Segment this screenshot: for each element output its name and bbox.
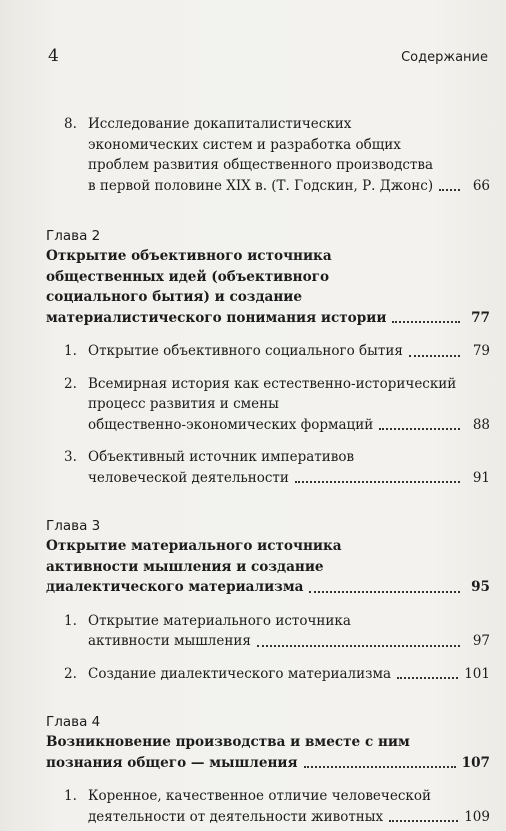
entry-line: проблем развития общественного производства bbox=[88, 157, 434, 173]
page-ref: 88 bbox=[472, 416, 490, 433]
table-of-contents bbox=[46, 114, 490, 827]
entry-line: Объективный источник императивов bbox=[88, 449, 355, 465]
title-line: диалектического материализма bbox=[46, 579, 304, 595]
toc-entry[interactable] bbox=[64, 786, 490, 827]
title-line: общественных идей (объективного bbox=[46, 268, 330, 285]
page-ref: 66 bbox=[472, 177, 490, 194]
page-ref: 107 bbox=[461, 754, 490, 771]
chapter-label: Глава 4 bbox=[46, 714, 101, 730]
toc-entry[interactable] bbox=[64, 341, 490, 362]
page-ref: 77 bbox=[471, 309, 490, 326]
dot-leader bbox=[295, 481, 460, 483]
chapter-label: Глава 3 bbox=[46, 518, 101, 534]
toc-entry[interactable] bbox=[64, 664, 490, 685]
toc-entry[interactable] bbox=[64, 611, 490, 652]
entry-line: человеческой деятельности bbox=[88, 469, 289, 486]
running-title: Содержание bbox=[401, 50, 488, 65]
dot-leader bbox=[389, 820, 458, 822]
chapter-title[interactable] bbox=[46, 536, 490, 598]
page-ref: 97 bbox=[472, 633, 490, 649]
dot-leader bbox=[392, 321, 460, 323]
chapter-label: Глава 2 bbox=[46, 228, 101, 244]
title-line: Открытие объективного источника bbox=[46, 248, 332, 264]
dot-leader bbox=[309, 591, 460, 593]
entry-number: 2. bbox=[64, 665, 77, 682]
entry-number: 1. bbox=[64, 612, 77, 629]
entry-line: деятельности от деятельности животных bbox=[88, 808, 384, 825]
toc-entry[interactable] bbox=[64, 374, 490, 436]
chapter-title[interactable] bbox=[46, 246, 490, 328]
entry-number: 3. bbox=[64, 449, 77, 465]
page-header bbox=[48, 46, 488, 70]
title-line: Возникновение производства и вместе с ним bbox=[46, 734, 410, 750]
entry-line: экономических систем и разработка общих bbox=[88, 136, 401, 153]
title-line: социального бытия) и создание bbox=[46, 289, 303, 305]
title-line: познания общего — мышления bbox=[46, 754, 298, 771]
dot-leader bbox=[257, 645, 460, 647]
entry-line: Коренное, качественное отличие человеческой bbox=[88, 788, 431, 804]
page-ref: 91 bbox=[472, 469, 490, 486]
page-ref: 101 bbox=[464, 665, 490, 682]
page-ref: 79 bbox=[472, 343, 490, 359]
entry-number: 8. bbox=[64, 116, 77, 132]
chapter-title[interactable] bbox=[46, 732, 490, 773]
dot-leader bbox=[379, 428, 460, 430]
title-line: Открытие материального источника bbox=[46, 538, 342, 554]
entry-line: в первой половине XIX в. (Т. Годскин, Р. Джонс) bbox=[88, 177, 434, 194]
entry-line: Исследование докапиталистических bbox=[88, 116, 352, 132]
chapter-3 bbox=[46, 516, 490, 684]
entry-line: Создание диалектического материализма bbox=[88, 665, 391, 682]
title-line: активности мышления и создание bbox=[46, 558, 324, 575]
entry-number: 1. bbox=[64, 788, 77, 804]
page-number: 4 bbox=[48, 46, 59, 66]
entry-line: Открытие материального источника bbox=[88, 612, 351, 629]
page-ref: 95 bbox=[471, 579, 490, 595]
entry-number: 1. bbox=[64, 343, 77, 359]
chapter-2 bbox=[46, 226, 490, 488]
entry-line: активности мышления bbox=[88, 633, 251, 649]
toc-entry-8[interactable] bbox=[64, 114, 490, 196]
entry-line: Открытие объективного социального бытия bbox=[88, 343, 403, 359]
title-line: материалистического понимания истории bbox=[46, 309, 387, 326]
dot-leader bbox=[439, 189, 460, 191]
entry-number: 2. bbox=[64, 375, 77, 392]
entry-line: общественно-экономических формаций bbox=[88, 416, 374, 433]
dot-leader bbox=[397, 677, 458, 679]
chapter-4 bbox=[46, 712, 490, 827]
dot-leader bbox=[304, 766, 456, 768]
dot-leader bbox=[409, 355, 460, 357]
entry-line: Всемирная история как естественно-исторический bbox=[88, 375, 457, 392]
entry-line: процесс развития и смены bbox=[88, 396, 279, 412]
toc-entry[interactable] bbox=[64, 447, 490, 488]
page-ref: 109 bbox=[464, 808, 490, 825]
